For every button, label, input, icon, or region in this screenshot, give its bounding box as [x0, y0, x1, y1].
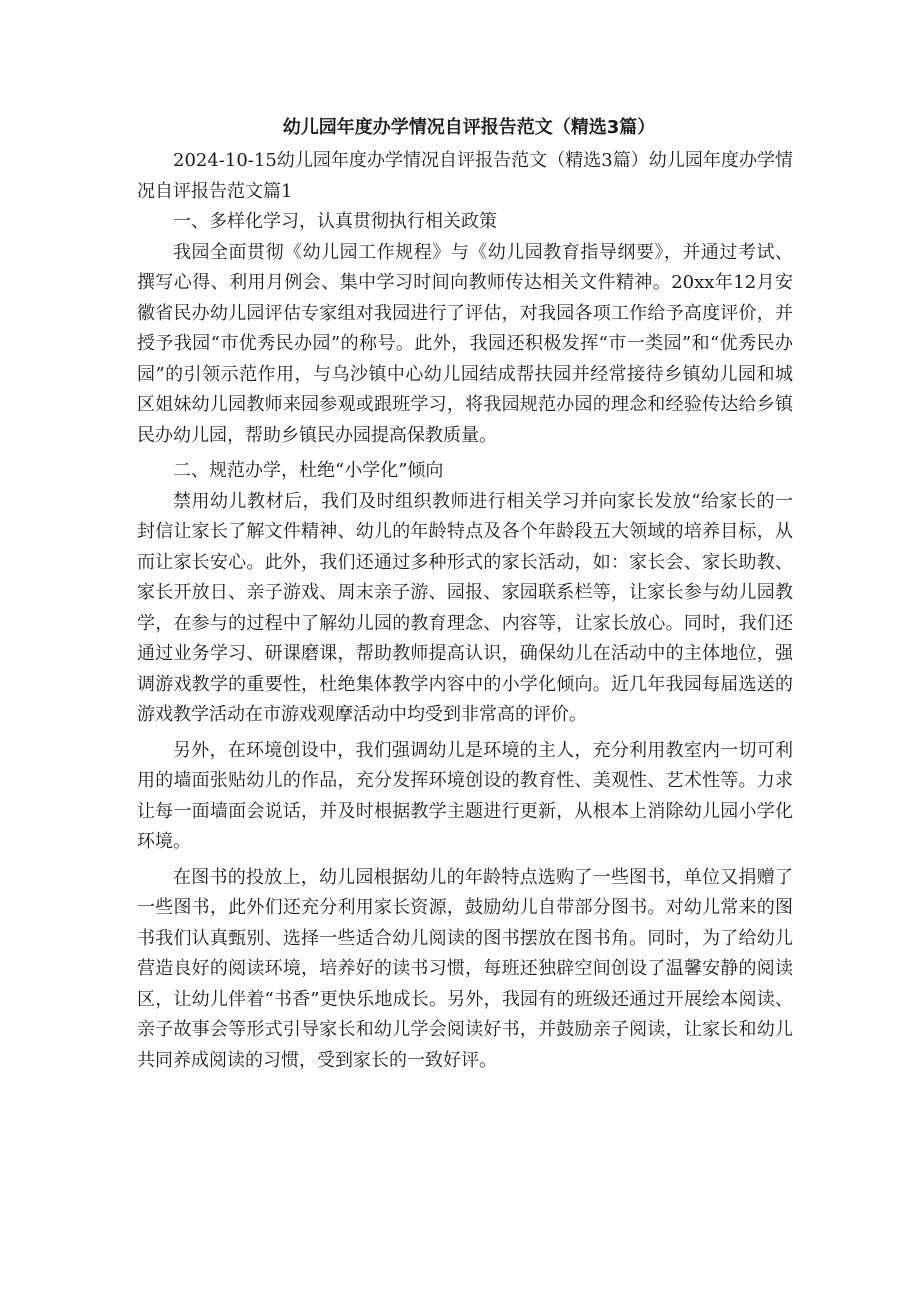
- section-2-paragraph-3: 在图书的投放上，幼儿园根据幼儿的年龄特点选购了一些图书，单位又捐赠了一些图书，此外们还充分利用家长资源，鼓励幼儿自带部分图书。对幼儿常来的图书我们认真甄别、选择一些适合幼儿阅读的图书摆放在图书角。同时，为了给幼儿营造良好的阅读环境，培养好的读书习惯，每班还独辟空间创设了温馨安静的阅读区，让幼儿伴着“书香”更快乐地成长。另外，我园有的班级还通过开展绘本阅读、亲子故事会等形式引导家长和幼儿学会阅读好书，并鼓励亲子阅读，让家长和幼儿共同养成阅读的习惯，受到家长的一致好评。: [137, 866, 793, 1071]
- section-2-paragraph-2: 另外，在环境创设中，我们强调幼儿是环境的主人，充分利用教室内一切可利用的墙面张贴幼儿的作品，充分发挥环境创设的教育性、美观性、艺术性等。力求让每一面墙面会说话，并及时根据教学主题进行更新，从根本上消除幼儿园小学化环境。: [137, 739, 793, 852]
- section-2-paragraph-1: 禁用幼儿教材后，我们及时组织教师进行相关学习并向家长发放“给家长的一封信让家长了解文件精神、幼儿的年龄特点及各个年龄段五大领域的培养目标，从而让家长安心。此外，我们还通过多种形式的家长活动，如：家长会、家长助教、家长开放日、亲子游戏、周末亲子游、园报、家园联系栏等，让家长参与幼儿园教学，在参与的过程中了解幼儿园的教育理念、内容等，让家长放心。同时，我们还通过业务学习、研课磨课，帮助教师提高认识，确保幼儿在活动中的主体地位，强调游戏教学的重要性，杜绝集体教学内容中的小学化倾向。近几年我园每届选送的游戏教学活动在市游戏观摩活动中均受到非常高的评价。: [137, 490, 793, 725]
- document-body: [137, 112, 793, 1076]
- document-title: 幼儿园年度办学情况自评报告范文（精选3篇）: [282, 117, 656, 138]
- section-2-heading: 二、规范办学，杜绝“小学化”倾向: [173, 460, 444, 481]
- intro-paragraph: 2024-10-15幼儿园年度办学情况自评报告范文（精选3篇）幼儿园年度办学情况自评报告范文篇1: [137, 150, 793, 202]
- section-1-paragraph: 我园全面贯彻《幼儿园工作规程》与《幼儿园教育指导纲要》，并通过考试、撰写心得、利用月例会、集中学习时间向教师传达相关文件精神。20xx年12月安徽省民办幼儿园评估专家组对我园进行了评估，对我园各项工作给予高度评价，并授予我园“市优秀民办园”的称号。此外，我园还积极发挥“市一类园”和“优秀民办园”的引领示范作用，与乌沙镇中心幼儿园结成帮扶园并经常接待乡镇幼儿园和城区姐妹幼儿园教师来园参观或跟班学习，将我园规范办园的理念和经验传达给乡镇民办幼儿园，帮助乡镇民办园提高保教质量。: [137, 241, 793, 446]
- section-1-heading: 一、多样化学习，认真贯彻执行相关政策: [173, 211, 497, 232]
